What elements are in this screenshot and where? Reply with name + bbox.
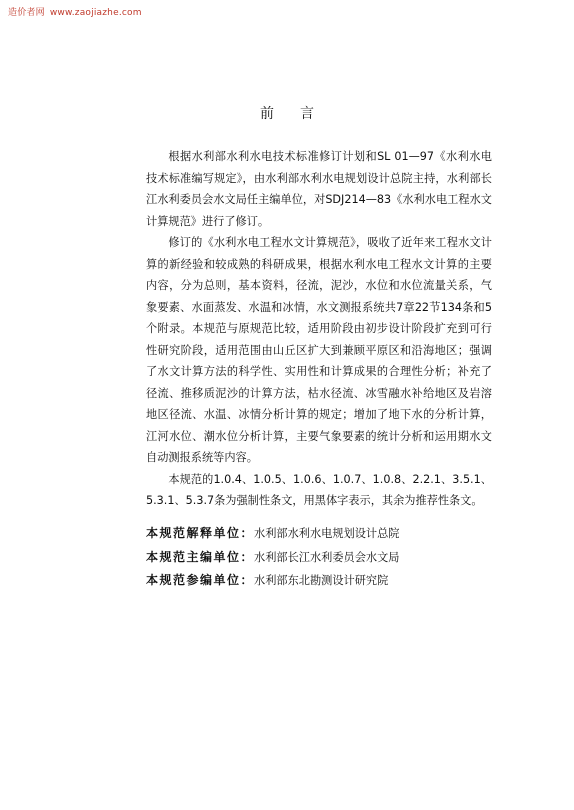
- paragraph-mandatory-clauses: 本规范的1.0.4、1.0.5、1.0.6、1.0.7、1.0.8、2.2.1、3.5.1、5.3.1、5.3.7条为强制性条文，用黑体字表示，其余为推荐性条文。: [146, 472, 492, 507]
- paragraph-revision-content: 修订的《水利水电工程水文计算规范》，吸收了近年来工程水文计算的新经验和较成熟的科研成果，根据水利水电工程水文计算的主要内容，分为总则，基本资料，径流，泥沙，水位和水位流量关系，气象要素、水面蒸发、水温和冰情，水文测报系统共7章22节134条和5个附录。本规范与原规范比较，适用阶段由初步设计阶段扩充到可行性研究阶段，适用范围由山丘区扩大到兼顾平原区和沿海地区；强调了水文计算方法的科学性、实用性和计算成果的合理性分析；补充了径流、推移质泥沙的计算方法，枯水径流、冰雪融水补给地区及岩溶地区径流、水温、冰情分析计算的规定；增加了地下水的分析计算，江河水位、潮水位分析计算，主要气象要素的统计分析和运用期水文自动测报系统等内容。: [146, 236, 492, 464]
- unit-label: 本规范参编单位：: [146, 573, 255, 587]
- unit-value: 水利部水利水电规划设计总院: [254, 527, 400, 540]
- paragraph-revision-basis: 根据水利部水利水电技术标准修订计划和SL 01—97《水利水电技术标准编写规定》，由水利部水利水电规划设计总院主持，水利部长江水利委员会水文局任主编单位，对SDJ214—83《水利水电工程水文计算规范》进行了修订。: [146, 150, 492, 228]
- responsible-units: [146, 522, 506, 593]
- preface-body: [146, 146, 492, 512]
- watermark-site-name: 造价者网: [8, 8, 45, 18]
- unit-label: 本规范解释单位：: [146, 526, 255, 540]
- unit-row-chief-editor: [146, 546, 506, 570]
- watermark: [8, 5, 142, 18]
- unit-value: 水利部东北勘测设计研究院: [254, 574, 389, 587]
- unit-value: 水利部长江水利委员会水文局: [254, 550, 400, 564]
- watermark-url: www.zaojiazhe.com: [49, 8, 142, 18]
- unit-row-interpretation: [146, 522, 506, 546]
- unit-row-participating-editor: [146, 569, 506, 593]
- unit-label: 本规范主编单位：: [146, 549, 255, 564]
- page-title: 前言: [260, 106, 340, 122]
